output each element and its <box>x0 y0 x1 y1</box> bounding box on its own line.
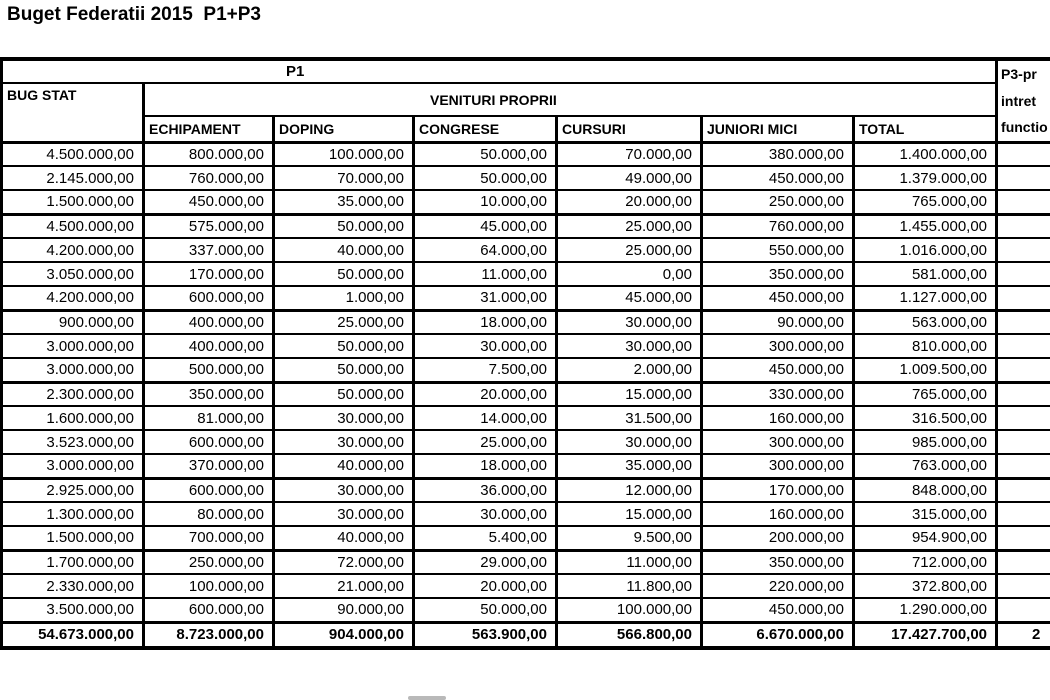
cell-total: 848.000,00 <box>854 478 997 502</box>
cell-juniori-mici: 170.000,00 <box>702 478 854 502</box>
cell-cursuri: 25.000,00 <box>557 238 702 262</box>
cell-doping: 21.000,00 <box>274 574 414 598</box>
cell-doping: 100.000,00 <box>274 142 414 166</box>
cell-doping: 40.000,00 <box>274 238 414 262</box>
cell-bug-stat: 3.000.000,00 <box>2 358 144 382</box>
cell-juniori-mici: 450.000,00 <box>702 598 854 622</box>
total-cell-congrese: 563.900,00 <box>414 622 557 648</box>
cell-p3-empty <box>997 214 1050 238</box>
table-row <box>2 550 1050 574</box>
cell-p3-empty <box>997 190 1050 214</box>
p3-header-line: functio <box>1001 119 1048 135</box>
table-row <box>2 574 1050 598</box>
cell-cursuri: 30.000,00 <box>557 310 702 334</box>
cell-doping: 40.000,00 <box>274 454 414 478</box>
cell-total: 316.500,00 <box>854 406 997 430</box>
cell-juniori-mici: 220.000,00 <box>702 574 854 598</box>
cell-bug-stat: 3.000.000,00 <box>2 334 144 358</box>
cell-juniori-mici: 450.000,00 <box>702 286 854 310</box>
cell-juniori-mici: 90.000,00 <box>702 310 854 334</box>
cell-bug-stat: 1.300.000,00 <box>2 502 144 526</box>
cell-congrese: 11.000,00 <box>414 262 557 286</box>
cell-congrese: 29.000,00 <box>414 550 557 574</box>
cell-echipament: 760.000,00 <box>144 166 274 190</box>
cell-juniori-mici: 300.000,00 <box>702 454 854 478</box>
cell-doping: 30.000,00 <box>274 502 414 526</box>
cell-doping: 25.000,00 <box>274 310 414 334</box>
cell-juniori-mici: 450.000,00 <box>702 358 854 382</box>
cell-total: 1.290.000,00 <box>854 598 997 622</box>
cell-congrese: 36.000,00 <box>414 478 557 502</box>
cell-total: 1.455.000,00 <box>854 214 997 238</box>
cell-p3-empty <box>997 550 1050 574</box>
header-row-columns <box>2 116 1050 142</box>
cell-juniori-mici: 160.000,00 <box>702 502 854 526</box>
total-cell-p3-partial: 2 <box>997 622 1050 648</box>
cell-total: 372.800,00 <box>854 574 997 598</box>
cell-echipament: 350.000,00 <box>144 382 274 406</box>
cell-cursuri: 2.000,00 <box>557 358 702 382</box>
cell-cursuri: 15.000,00 <box>557 502 702 526</box>
cell-doping: 70.000,00 <box>274 166 414 190</box>
cell-echipament: 700.000,00 <box>144 526 274 550</box>
cell-echipament: 250.000,00 <box>144 550 274 574</box>
cell-echipament: 600.000,00 <box>144 598 274 622</box>
cell-p3-empty <box>997 142 1050 166</box>
cell-juniori-mici: 160.000,00 <box>702 406 854 430</box>
cell-congrese: 30.000,00 <box>414 334 557 358</box>
cell-total: 712.000,00 <box>854 550 997 574</box>
cell-congrese: 25.000,00 <box>414 430 557 454</box>
header-p1: P1 <box>2 59 997 83</box>
cell-congrese: 10.000,00 <box>414 190 557 214</box>
cell-congrese: 20.000,00 <box>414 574 557 598</box>
cell-p3-empty <box>997 382 1050 406</box>
p3-header-line: intret <box>1001 92 1037 109</box>
cell-bug-stat: 1.500.000,00 <box>2 190 144 214</box>
cell-juniori-mici: 550.000,00 <box>702 238 854 262</box>
table-row <box>2 358 1050 382</box>
total-cell-echipament: 8.723.000,00 <box>144 622 274 648</box>
cell-p3-empty <box>997 502 1050 526</box>
scan-artifact <box>408 696 446 700</box>
cell-echipament: 500.000,00 <box>144 358 274 382</box>
cell-echipament: 80.000,00 <box>144 502 274 526</box>
cell-cursuri: 100.000,00 <box>557 598 702 622</box>
cell-congrese: 45.000,00 <box>414 214 557 238</box>
cell-bug-stat: 1.700.000,00 <box>2 550 144 574</box>
cell-bug-stat: 3.050.000,00 <box>2 262 144 286</box>
cell-p3-empty <box>997 430 1050 454</box>
table-row <box>2 430 1050 454</box>
table-row <box>2 526 1050 550</box>
total-cell-cursuri: 566.800,00 <box>557 622 702 648</box>
table-row <box>2 310 1050 334</box>
header-congrese: CONGRESE <box>414 116 557 142</box>
cell-bug-stat: 4.200.000,00 <box>2 238 144 262</box>
cell-cursuri: 70.000,00 <box>557 142 702 166</box>
table-row <box>2 166 1050 190</box>
cell-bug-stat: 2.145.000,00 <box>2 166 144 190</box>
cell-doping: 40.000,00 <box>274 526 414 550</box>
cell-total: 810.000,00 <box>854 334 997 358</box>
cell-bug-stat: 1.600.000,00 <box>2 406 144 430</box>
cell-doping: 50.000,00 <box>274 358 414 382</box>
cell-doping: 90.000,00 <box>274 598 414 622</box>
cell-juniori-mici: 250.000,00 <box>702 190 854 214</box>
cell-echipament: 170.000,00 <box>144 262 274 286</box>
totals-row <box>2 622 1050 648</box>
cell-doping: 30.000,00 <box>274 430 414 454</box>
table-row <box>2 238 1050 262</box>
cell-juniori-mici: 300.000,00 <box>702 334 854 358</box>
cell-bug-stat: 2.925.000,00 <box>2 478 144 502</box>
cell-total: 763.000,00 <box>854 454 997 478</box>
cell-p3-empty <box>997 598 1050 622</box>
table-row <box>2 454 1050 478</box>
cell-cursuri: 25.000,00 <box>557 214 702 238</box>
cell-echipament: 575.000,00 <box>144 214 274 238</box>
cell-juniori-mici: 300.000,00 <box>702 430 854 454</box>
p3-header-line: P3-pr <box>1001 66 1037 82</box>
cell-total: 1.127.000,00 <box>854 286 997 310</box>
cell-total: 581.000,00 <box>854 262 997 286</box>
cell-total: 954.900,00 <box>854 526 997 550</box>
cell-cursuri: 20.000,00 <box>557 190 702 214</box>
table-row <box>2 262 1050 286</box>
cell-juniori-mici: 380.000,00 <box>702 142 854 166</box>
cell-echipament: 600.000,00 <box>144 430 274 454</box>
cell-echipament: 100.000,00 <box>144 574 274 598</box>
cell-total: 765.000,00 <box>854 382 997 406</box>
page-title: Buget Federatii 2015 P1+P3 <box>7 4 261 25</box>
table-row <box>2 142 1050 166</box>
header-doping: DOPING <box>274 116 414 142</box>
table-row <box>2 478 1050 502</box>
header-row-p1 <box>2 59 1050 83</box>
cell-bug-stat: 4.500.000,00 <box>2 214 144 238</box>
header-p3 <box>997 59 1050 142</box>
cell-p3-empty <box>997 406 1050 430</box>
cell-cursuri: 31.500,00 <box>557 406 702 430</box>
cell-congrese: 30.000,00 <box>414 502 557 526</box>
table-row <box>2 190 1050 214</box>
table-row <box>2 334 1050 358</box>
cell-p3-empty <box>997 310 1050 334</box>
cell-congrese: 50.000,00 <box>414 142 557 166</box>
cell-echipament: 600.000,00 <box>144 478 274 502</box>
cell-congrese: 50.000,00 <box>414 166 557 190</box>
total-cell-total: 17.427.700,00 <box>854 622 997 648</box>
cell-cursuri: 15.000,00 <box>557 382 702 406</box>
cell-cursuri: 0,00 <box>557 262 702 286</box>
cell-doping: 50.000,00 <box>274 382 414 406</box>
cell-bug-stat: 2.300.000,00 <box>2 382 144 406</box>
table-row <box>2 502 1050 526</box>
cell-congrese: 31.000,00 <box>414 286 557 310</box>
cell-echipament: 337.000,00 <box>144 238 274 262</box>
cell-total: 985.000,00 <box>854 430 997 454</box>
cell-cursuri: 11.000,00 <box>557 550 702 574</box>
cell-p3-empty <box>997 358 1050 382</box>
cell-bug-stat: 900.000,00 <box>2 310 144 334</box>
table-row <box>2 286 1050 310</box>
cell-bug-stat: 3.500.000,00 <box>2 598 144 622</box>
cell-p3-empty <box>997 334 1050 358</box>
cell-p3-empty <box>997 574 1050 598</box>
cell-congrese: 20.000,00 <box>414 382 557 406</box>
cell-p3-empty <box>997 478 1050 502</box>
cell-cursuri: 9.500,00 <box>557 526 702 550</box>
header-bug-stat: BUG STAT <box>2 83 144 142</box>
cell-echipament: 400.000,00 <box>144 334 274 358</box>
cell-bug-stat: 4.200.000,00 <box>2 286 144 310</box>
table-row <box>2 382 1050 406</box>
cell-echipament: 600.000,00 <box>144 286 274 310</box>
cell-congrese: 14.000,00 <box>414 406 557 430</box>
cell-echipament: 81.000,00 <box>144 406 274 430</box>
cell-juniori-mici: 350.000,00 <box>702 262 854 286</box>
cell-cursuri: 11.800,00 <box>557 574 702 598</box>
total-cell-juniori-mici: 6.670.000,00 <box>702 622 854 648</box>
cell-doping: 72.000,00 <box>274 550 414 574</box>
cell-congrese: 50.000,00 <box>414 598 557 622</box>
cell-echipament: 800.000,00 <box>144 142 274 166</box>
cell-congrese: 7.500,00 <box>414 358 557 382</box>
cell-bug-stat: 2.330.000,00 <box>2 574 144 598</box>
cell-doping: 1.000,00 <box>274 286 414 310</box>
cell-doping: 30.000,00 <box>274 478 414 502</box>
cell-p3-empty <box>997 454 1050 478</box>
header-venituri-proprii: VENITURI PROPRII <box>144 83 997 116</box>
cell-p3-empty <box>997 262 1050 286</box>
cell-cursuri: 30.000,00 <box>557 334 702 358</box>
cell-juniori-mici: 450.000,00 <box>702 166 854 190</box>
cell-congrese: 18.000,00 <box>414 454 557 478</box>
budget-table <box>0 57 1050 650</box>
table-row <box>2 406 1050 430</box>
cell-echipament: 370.000,00 <box>144 454 274 478</box>
header-echipament: ECHIPAMENT <box>144 116 274 142</box>
table-row <box>2 214 1050 238</box>
cell-cursuri: 30.000,00 <box>557 430 702 454</box>
cell-doping: 50.000,00 <box>274 262 414 286</box>
cell-juniori-mici: 330.000,00 <box>702 382 854 406</box>
cell-cursuri: 49.000,00 <box>557 166 702 190</box>
cell-doping: 35.000,00 <box>274 190 414 214</box>
cell-cursuri: 35.000,00 <box>557 454 702 478</box>
cell-juniori-mici: 350.000,00 <box>702 550 854 574</box>
cell-bug-stat: 3.523.000,00 <box>2 430 144 454</box>
total-cell-bug-stat: 54.673.000,00 <box>2 622 144 648</box>
cell-congrese: 64.000,00 <box>414 238 557 262</box>
cell-total: 765.000,00 <box>854 190 997 214</box>
cell-total: 1.009.500,00 <box>854 358 997 382</box>
cell-doping: 30.000,00 <box>274 406 414 430</box>
cell-total: 1.016.000,00 <box>854 238 997 262</box>
cell-p3-empty <box>997 166 1050 190</box>
table-row <box>2 598 1050 622</box>
cell-cursuri: 12.000,00 <box>557 478 702 502</box>
cell-congrese: 18.000,00 <box>414 310 557 334</box>
header-cursuri: CURSURI <box>557 116 702 142</box>
cell-echipament: 450.000,00 <box>144 190 274 214</box>
cell-doping: 50.000,00 <box>274 214 414 238</box>
cell-total: 563.000,00 <box>854 310 997 334</box>
total-cell-doping: 904.000,00 <box>274 622 414 648</box>
cell-p3-empty <box>997 286 1050 310</box>
cell-total: 1.379.000,00 <box>854 166 997 190</box>
cell-bug-stat: 3.000.000,00 <box>2 454 144 478</box>
cell-bug-stat: 1.500.000,00 <box>2 526 144 550</box>
cell-p3-empty <box>997 238 1050 262</box>
cell-p3-empty <box>997 526 1050 550</box>
cell-echipament: 400.000,00 <box>144 310 274 334</box>
cell-congrese: 5.400,00 <box>414 526 557 550</box>
cell-bug-stat: 4.500.000,00 <box>2 142 144 166</box>
header-juniori-mici: JUNIORI MICI <box>702 116 854 142</box>
header-total: TOTAL <box>854 116 997 142</box>
cell-juniori-mici: 200.000,00 <box>702 526 854 550</box>
cell-juniori-mici: 760.000,00 <box>702 214 854 238</box>
cell-total: 1.400.000,00 <box>854 142 997 166</box>
header-row-groups <box>2 83 1050 116</box>
cell-cursuri: 45.000,00 <box>557 286 702 310</box>
cell-doping: 50.000,00 <box>274 334 414 358</box>
cell-total: 315.000,00 <box>854 502 997 526</box>
